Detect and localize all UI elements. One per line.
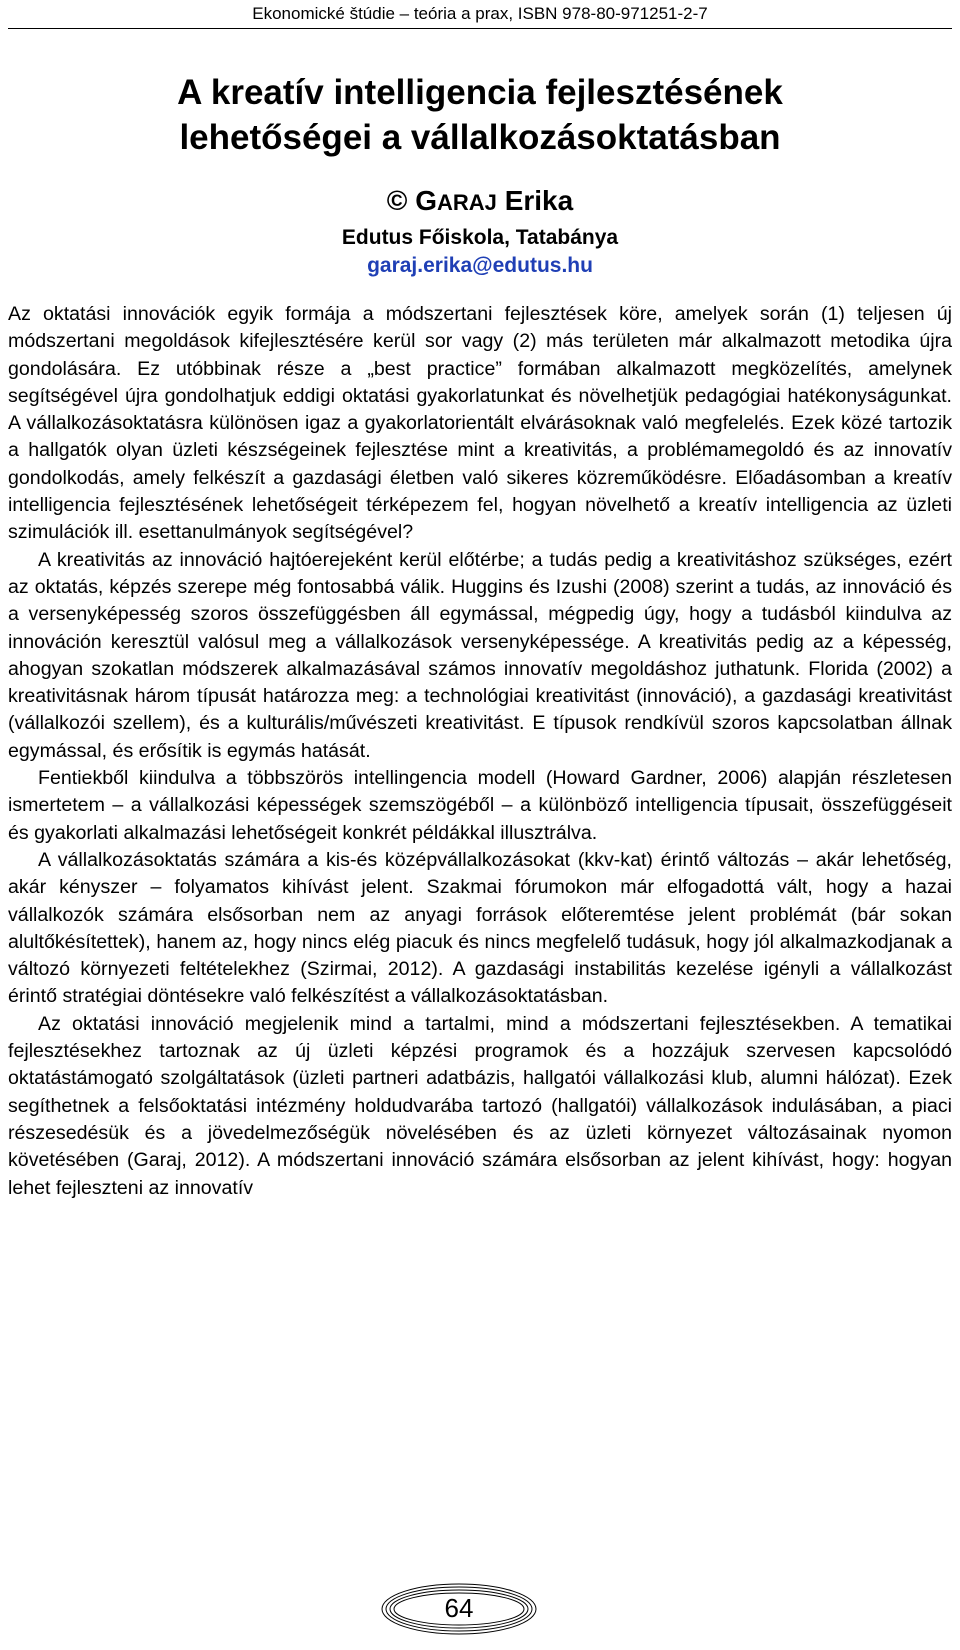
abstract-body bbox=[8, 301, 952, 1202]
paragraph-5: Az oktatási innováció megjelenik mind a tartalmi, mind a módszertani fejlesztésekben. A tematikai fejlesztésekhez tartoznak az új üzleti képzési programok és a hozzájuk szervesen kapcsolódó oktatástámogató szolgáltatások (üzleti partneri adatbázis, hallgatói vállalkozási klub, alumni hálózat). Ezek segíthetnek a felsőoktatási intézmény holdudvarába tartozó (hallgatói) vállalkozások indulásában, a piaci részesedésük és a jövedelmezőségük növelésében és az üzleti környezet változásainak nyomon követésében (Garaj, 2012). A módszertani innováció számára elsősorban az jelent kihívást, hogy: hogyan lehet fejleszteni az innovatív bbox=[8, 1012, 952, 1199]
paragraph-4: A vállalkozásoktatás számára a kis-és középvállalkozásokat (kkv-kat) érintő változás – akár lehetőség, akár kényszer – folyamatos kihívást jelent. Szakmai fórumokon már elfogadottá vált, hogy a hazai vállalkozók számára elsősorban nem az anyagi források előteremtése jelent problémát (bár sokan alultőkésítettek), hanem az, hogy nincs elég piacuk és nincs megfelelő tudásuk, hogy jól alkalmazkodjanak a változó környezeti feltételekhez (Szirmai, 2012). A gazdasági instabilitás kezelése igényli a vállalkozást érintő stratégiai döntésekre való felkészítést a vállalkozásoktatásban. bbox=[8, 848, 952, 1008]
page-number-ornament bbox=[379, 1581, 539, 1637]
author-email-link[interactable]: garaj.erika@edutus.hu bbox=[367, 254, 593, 277]
author-name bbox=[0, 184, 960, 220]
header-rule bbox=[8, 28, 952, 29]
author-surname-initial: G bbox=[415, 185, 437, 216]
copyright-symbol: © bbox=[386, 185, 408, 216]
author-given-name: Erika bbox=[504, 185, 574, 216]
page-number: 64 bbox=[444, 1593, 474, 1623]
paragraph-3: Fentiekből kiindulva a többszörös intellingencia modell (Howard Gardner, 2006) alapján részletesen ismertetem – a vállalkozási képességek szemszögéből – a különböző intelligencia típusait, összefüggéseit és gyakorlati alkalmazási lehetőségeit konkrét példákkal illusztrálva. bbox=[8, 767, 952, 844]
title-line-1: A kreatív intelligencia fejlesztésének bbox=[177, 73, 783, 112]
running-head: Ekonomické štúdie – teória a prax, ISBN 978-80-971251-2-7 bbox=[252, 4, 708, 23]
article-title bbox=[0, 70, 960, 160]
author-surname-rest: ARAJ bbox=[437, 190, 497, 215]
paragraph-1: Az oktatási innovációk egyik formája a módszertani fejlesztések köre, amelyek során (1) teljesen új módszertani megoldások kifejlesztésére kerül sor vagy (2) más területen már alkalmazott metodika újra gondolására. Ez utóbbinak része a „best practice” formában alkalmazott megközelítés, amelynek segítségével újra gondolhatjuk eddigi oktatási gyakorlatunkat és növelhetjük pedagógiai hatékonyságunkat. A vállalkozásoktatásra különösen igaz a gyakorlatorientált elvárásoknak való megfelelés. Ezek közé tartozik a hallgatók olyan üzleti készségeinek fejlesztése mint a kreativitás, a problémamegoldó és az innovatív gondolkodás, amely felkészít a gazdasági életben való sikeres közreműködésre. Előadásomban a kreatív intelligencia fejlesztésének lehetőségeit térképezem fel, hogyan növelhető a kreatív intelligencia az üzleti szimulációk ill. esettanulmányok segítségével? bbox=[8, 303, 952, 544]
title-line-2: lehetőségei a vállalkozásoktatásban bbox=[179, 118, 781, 157]
paragraph-2: A kreativitás az innováció hajtóerejeként kerül előtérbe; a tudás pedig a kreativitáshoz szükséges, ezért az oktatás, képzés szerepe még fontosabbá válik. Huggins és Izushi (2008) szerint a tudás, az innováció és a versenyképesség szoros összefüggésben áll egymással, mégpedig úgy, hogy a tudásból kiindulva az innováción keresztül valósul meg a vállalkozások versenyképessége. A kreativitás pedig az a képesség, ahogyan szokatlan módszerek alkalmazásával számos innovatív megoldáshoz juthatunk. Florida (2002) a kreativitásnak három típusát határozza meg: a technológiai kreativitást (innováció), a gazdasági kreativitást (vállalkozói szellem), és a kulturális/művészeti kreativitást. E típusok rendkívül szoros kapcsolatban állnak egymással, és erősítik is egymás hatását. bbox=[8, 548, 952, 762]
author-affiliation: Edutus Főiskola, Tatabánya bbox=[341, 226, 619, 249]
